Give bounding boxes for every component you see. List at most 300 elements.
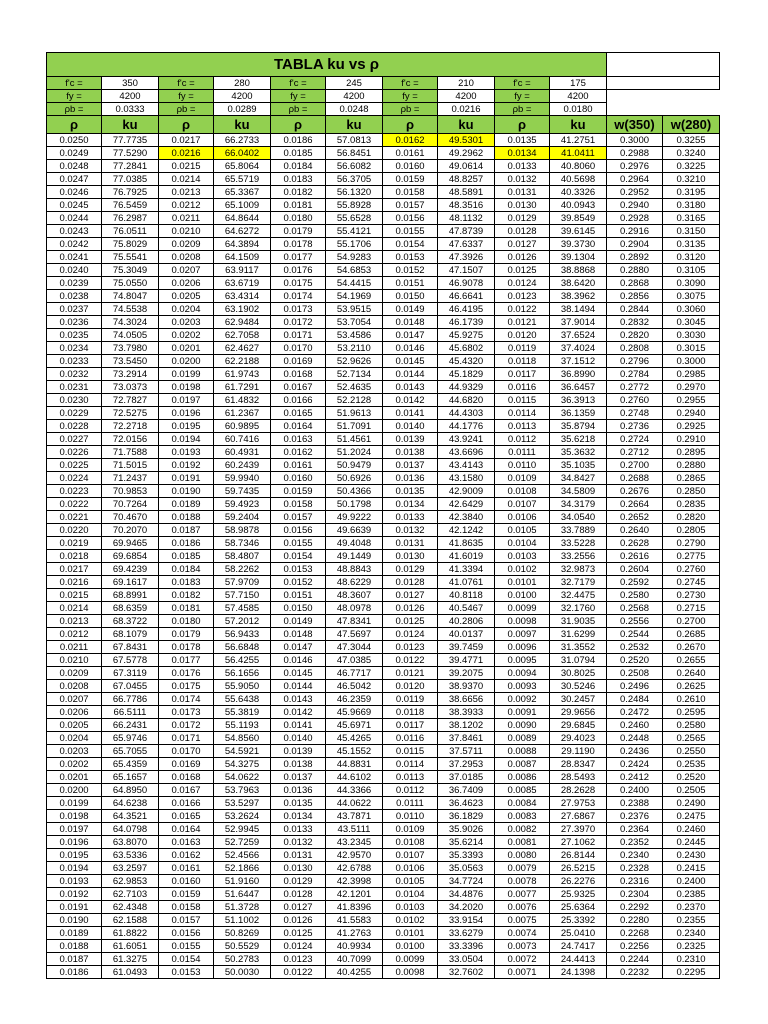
column-header[interactable]: w(280) [663, 116, 720, 134]
table-cell[interactable]: 62.7058 [214, 329, 271, 342]
table-cell[interactable]: 0.3210 [663, 173, 720, 186]
table-cell[interactable]: 60.7416 [214, 433, 271, 446]
table-cell[interactable]: 63.2597 [102, 862, 159, 875]
table-cell[interactable]: 0.0179 [159, 628, 214, 641]
table-cell[interactable]: 41.6019 [438, 550, 495, 563]
table-cell[interactable]: 0.0160 [159, 875, 214, 888]
table-cell[interactable]: 0.2796 [607, 355, 663, 368]
table-cell[interactable]: 0.3015 [663, 342, 720, 355]
table-cell[interactable]: 34.0540 [550, 511, 607, 524]
table-cell[interactable]: 0.2790 [663, 537, 720, 550]
table-cell[interactable]: 0.2724 [607, 433, 663, 446]
table-cell[interactable]: 0.3225 [663, 160, 720, 173]
table-cell[interactable]: 0.0157 [271, 511, 326, 524]
table-cell[interactable]: 62.9853 [102, 875, 159, 888]
table-cell[interactable]: 0.0182 [271, 186, 326, 199]
table-cell[interactable]: 46.1739 [438, 316, 495, 329]
table-cell[interactable]: 55.3819 [214, 706, 271, 719]
table-cell[interactable]: 0.0131 [383, 537, 438, 550]
table-cell[interactable]: 73.0373 [102, 381, 159, 394]
param-value[interactable]: 0.0248 [326, 103, 383, 116]
table-cell[interactable]: 0.0134 [495, 147, 550, 160]
table-cell[interactable]: 54.5921 [214, 745, 271, 758]
table-cell[interactable]: 0.0103 [495, 550, 550, 563]
table-cell[interactable]: 0.2325 [663, 940, 720, 953]
table-cell[interactable]: 0.2328 [607, 862, 663, 875]
table-cell[interactable]: 0.2970 [663, 381, 720, 394]
table-cell[interactable]: 0.2850 [663, 485, 720, 498]
table-cell[interactable]: 42.1242 [438, 524, 495, 537]
table-title[interactable]: TABLA ku vs ρ [47, 53, 607, 77]
table-cell[interactable]: 46.7717 [326, 667, 383, 680]
table-cell[interactable]: 0.0181 [159, 602, 214, 615]
table-cell[interactable]: 64.6238 [102, 797, 159, 810]
table-cell[interactable]: 42.1201 [326, 888, 383, 901]
table-cell[interactable]: 40.7099 [326, 953, 383, 966]
table-cell[interactable]: 0.0084 [495, 797, 550, 810]
table-cell[interactable]: 0.0146 [383, 342, 438, 355]
table-cell[interactable]: 0.0186 [47, 966, 102, 979]
table-cell[interactable]: 28.5493 [550, 771, 607, 784]
table-cell[interactable]: 0.0119 [383, 693, 438, 706]
table-cell[interactable]: 47.5697 [326, 628, 383, 641]
table-cell[interactable]: 0.0221 [47, 511, 102, 524]
table-cell[interactable]: 43.4143 [438, 459, 495, 472]
table-cell[interactable]: 67.8431 [102, 641, 159, 654]
param-value[interactable]: 350 [102, 77, 159, 90]
table-cell[interactable]: 38.3962 [550, 290, 607, 303]
param-value[interactable]: 245 [326, 77, 383, 90]
table-cell[interactable]: 64.8950 [102, 784, 159, 797]
table-cell[interactable]: 49.4048 [326, 537, 383, 550]
table-cell[interactable]: 48.8843 [326, 563, 383, 576]
table-cell[interactable]: 0.0112 [383, 784, 438, 797]
table-cell[interactable]: 0.0136 [271, 784, 326, 797]
table-cell[interactable]: 33.2556 [550, 550, 607, 563]
column-header[interactable]: ρ [159, 116, 214, 134]
table-cell[interactable]: 0.2700 [663, 615, 720, 628]
table-cell[interactable]: 0.0196 [159, 407, 214, 420]
table-cell[interactable]: 42.3840 [438, 511, 495, 524]
table-cell[interactable]: 50.5529 [214, 940, 271, 953]
table-cell[interactable]: 75.0550 [102, 277, 159, 290]
table-cell[interactable]: 62.2188 [214, 355, 271, 368]
table-cell[interactable]: 0.0215 [159, 160, 214, 173]
table-cell[interactable]: 0.2976 [607, 160, 663, 173]
table-cell[interactable]: 0.0115 [495, 394, 550, 407]
table-cell[interactable]: 0.0208 [47, 680, 102, 693]
table-cell[interactable]: 0.0126 [383, 602, 438, 615]
table-cell[interactable]: 0.2652 [607, 511, 663, 524]
table-cell[interactable]: 0.0190 [159, 485, 214, 498]
table-cell[interactable]: 0.0172 [159, 719, 214, 732]
table-cell[interactable]: 0.0207 [159, 264, 214, 277]
table-cell[interactable]: 55.6438 [214, 693, 271, 706]
table-cell[interactable]: 0.3165 [663, 212, 720, 225]
table-cell[interactable]: 0.0098 [495, 615, 550, 628]
table-cell[interactable]: 0.0161 [383, 147, 438, 160]
table-cell[interactable]: 0.0168 [271, 368, 326, 381]
table-cell[interactable]: 0.0178 [159, 641, 214, 654]
column-header[interactable]: ku [438, 116, 495, 134]
table-cell[interactable]: 61.0493 [102, 966, 159, 979]
table-cell[interactable]: 50.0030 [214, 966, 271, 979]
table-cell[interactable]: 32.1760 [550, 602, 607, 615]
table-cell[interactable]: 70.2070 [102, 524, 159, 537]
table-cell[interactable]: 0.0149 [271, 615, 326, 628]
table-cell[interactable]: 0.2448 [607, 732, 663, 745]
table-cell[interactable]: 0.0160 [271, 472, 326, 485]
table-cell[interactable]: 51.3728 [214, 901, 271, 914]
table-cell[interactable]: 0.2310 [663, 953, 720, 966]
table-cell[interactable]: 0.0133 [271, 823, 326, 836]
table-cell[interactable]: 67.5778 [102, 654, 159, 667]
table-cell[interactable]: 0.2880 [663, 459, 720, 472]
table-cell[interactable]: 0.2460 [663, 823, 720, 836]
table-cell[interactable]: 47.6337 [438, 238, 495, 251]
table-cell[interactable]: 52.9945 [214, 823, 271, 836]
table-cell[interactable]: 0.2475 [663, 810, 720, 823]
table-cell[interactable]: 0.0087 [495, 758, 550, 771]
column-header[interactable]: ku [550, 116, 607, 134]
table-cell[interactable]: 40.5467 [438, 602, 495, 615]
param-value[interactable]: 0.0289 [214, 103, 271, 116]
table-cell[interactable]: 29.9656 [550, 706, 607, 719]
table-cell[interactable]: 75.3049 [102, 264, 159, 277]
table-cell[interactable]: 65.4359 [102, 758, 159, 771]
table-cell[interactable]: 56.3705 [326, 173, 383, 186]
table-cell[interactable]: 64.3521 [102, 810, 159, 823]
table-cell[interactable]: 0.0112 [495, 433, 550, 446]
param-label[interactable]: f'c = [495, 77, 550, 90]
table-cell[interactable]: 44.0622 [326, 797, 383, 810]
table-cell[interactable]: 48.3607 [326, 589, 383, 602]
table-cell[interactable]: 56.4255 [214, 654, 271, 667]
table-cell[interactable]: 0.0132 [271, 836, 326, 849]
table-cell[interactable]: 0.2772 [607, 381, 663, 394]
table-cell[interactable]: 52.1866 [214, 862, 271, 875]
table-cell[interactable]: 66.2431 [102, 719, 159, 732]
table-cell[interactable]: 0.0212 [159, 199, 214, 212]
table-cell[interactable]: 0.0143 [383, 381, 438, 394]
table-cell[interactable]: 50.6926 [326, 472, 383, 485]
table-cell[interactable]: 43.1580 [438, 472, 495, 485]
table-cell[interactable]: 48.3516 [438, 199, 495, 212]
table-cell[interactable]: 0.0142 [271, 706, 326, 719]
table-cell[interactable]: 0.0102 [495, 563, 550, 576]
table-cell[interactable]: 0.0133 [383, 511, 438, 524]
table-cell[interactable]: 0.0207 [47, 693, 102, 706]
table-cell[interactable]: 0.0093 [495, 680, 550, 693]
table-cell[interactable]: 49.5301 [438, 134, 495, 147]
table-cell[interactable]: 37.6524 [550, 329, 607, 342]
table-cell[interactable]: 43.2345 [326, 836, 383, 849]
table-cell[interactable]: 53.7963 [214, 784, 271, 797]
table-cell[interactable]: 0.0187 [159, 524, 214, 537]
table-cell[interactable]: 0.0203 [159, 316, 214, 329]
table-cell[interactable]: 72.2718 [102, 420, 159, 433]
table-cell[interactable]: 26.8144 [550, 849, 607, 862]
table-cell[interactable]: 52.4566 [214, 849, 271, 862]
table-cell[interactable]: 0.0083 [495, 810, 550, 823]
table-cell[interactable]: 0.0104 [495, 537, 550, 550]
table-cell[interactable]: 38.9370 [438, 680, 495, 693]
table-cell[interactable]: 0.2385 [663, 888, 720, 901]
table-cell[interactable]: 59.2404 [214, 511, 271, 524]
column-header[interactable]: ku [214, 116, 271, 134]
table-cell[interactable]: 44.6102 [326, 771, 383, 784]
table-cell[interactable]: 35.1035 [550, 459, 607, 472]
table-cell[interactable]: 32.7602 [438, 966, 495, 979]
table-cell[interactable]: 0.3090 [663, 277, 720, 290]
table-cell[interactable]: 0.0081 [495, 836, 550, 849]
table-cell[interactable]: 39.1304 [550, 251, 607, 264]
table-cell[interactable]: 57.9709 [214, 576, 271, 589]
table-cell[interactable]: 0.2436 [607, 745, 663, 758]
table-cell[interactable]: 0.0216 [159, 147, 214, 160]
table-cell[interactable]: 0.0094 [495, 667, 550, 680]
table-cell[interactable]: 37.8461 [438, 732, 495, 745]
table-cell[interactable]: 53.2110 [326, 342, 383, 355]
table-cell[interactable]: 0.0118 [495, 355, 550, 368]
table-cell[interactable]: 0.0214 [159, 173, 214, 186]
table-cell[interactable]: 0.2988 [607, 147, 663, 160]
table-cell[interactable]: 0.2820 [607, 329, 663, 342]
table-cell[interactable]: 53.4586 [326, 329, 383, 342]
table-cell[interactable]: 0.0192 [159, 459, 214, 472]
table-cell[interactable]: 0.0170 [159, 745, 214, 758]
table-cell[interactable]: 72.0156 [102, 433, 159, 446]
table-cell[interactable]: 0.0147 [383, 329, 438, 342]
table-cell[interactable]: 35.0563 [438, 862, 495, 875]
table-cell[interactable]: 0.0214 [47, 602, 102, 615]
table-cell[interactable]: 74.8047 [102, 290, 159, 303]
table-cell[interactable]: 38.8868 [550, 264, 607, 277]
table-cell[interactable]: 0.0125 [271, 927, 326, 940]
table-cell[interactable]: 0.0181 [271, 199, 326, 212]
table-cell[interactable]: 0.2388 [607, 797, 663, 810]
table-cell[interactable]: 35.8794 [550, 420, 607, 433]
table-cell[interactable]: 43.6696 [438, 446, 495, 459]
table-cell[interactable]: 0.2955 [663, 394, 720, 407]
table-cell[interactable]: 46.6641 [438, 290, 495, 303]
table-cell[interactable]: 0.3120 [663, 251, 720, 264]
table-cell[interactable]: 0.2550 [663, 745, 720, 758]
table-cell[interactable]: 74.5538 [102, 303, 159, 316]
table-cell[interactable]: 0.0154 [271, 550, 326, 563]
table-cell[interactable]: 0.0100 [495, 589, 550, 602]
table-cell[interactable]: 0.2745 [663, 576, 720, 589]
param-label[interactable]: fy = [47, 90, 102, 103]
table-cell[interactable]: 47.8739 [438, 225, 495, 238]
table-cell[interactable]: 0.2364 [607, 823, 663, 836]
table-cell[interactable]: 0.0174 [159, 693, 214, 706]
table-cell[interactable]: 48.5891 [438, 186, 495, 199]
table-cell[interactable]: 60.9895 [214, 420, 271, 433]
table-cell[interactable]: 52.7134 [326, 368, 383, 381]
table-cell[interactable]: 0.0165 [159, 810, 214, 823]
table-cell[interactable]: 32.9873 [550, 563, 607, 576]
table-cell[interactable]: 0.0178 [271, 238, 326, 251]
table-cell[interactable]: 40.2806 [438, 615, 495, 628]
table-cell[interactable]: 44.1776 [438, 420, 495, 433]
table-cell[interactable]: 0.0153 [383, 251, 438, 264]
table-cell[interactable]: 0.0175 [159, 680, 214, 693]
table-cell[interactable]: 42.3998 [326, 875, 383, 888]
table-cell[interactable]: 31.3552 [550, 641, 607, 654]
table-cell[interactable]: 0.2535 [663, 758, 720, 771]
table-cell[interactable]: 0.0115 [383, 745, 438, 758]
table-cell[interactable]: 34.8427 [550, 472, 607, 485]
table-cell[interactable]: 0.0196 [47, 836, 102, 849]
table-cell[interactable]: 0.0206 [47, 706, 102, 719]
table-cell[interactable]: 45.1552 [326, 745, 383, 758]
table-cell[interactable]: 0.0200 [159, 355, 214, 368]
table-cell[interactable]: 0.0244 [47, 212, 102, 225]
table-cell[interactable]: 0.0217 [47, 563, 102, 576]
table-cell[interactable]: 0.2415 [663, 862, 720, 875]
table-cell[interactable]: 0.0091 [495, 706, 550, 719]
table-cell[interactable]: 0.2784 [607, 368, 663, 381]
table-cell[interactable]: 0.0184 [159, 563, 214, 576]
table-cell[interactable]: 47.3044 [326, 641, 383, 654]
table-cell[interactable]: 61.4832 [214, 394, 271, 407]
table-cell[interactable]: 33.0504 [438, 953, 495, 966]
table-cell[interactable]: 53.7054 [326, 316, 383, 329]
table-cell[interactable]: 0.0144 [383, 368, 438, 381]
table-cell[interactable]: 45.4265 [326, 732, 383, 745]
table-cell[interactable]: 0.3135 [663, 238, 720, 251]
table-cell[interactable]: 0.2445 [663, 836, 720, 849]
table-cell[interactable]: 0.0148 [271, 628, 326, 641]
table-cell[interactable]: 28.2628 [550, 784, 607, 797]
table-cell[interactable]: 0.3180 [663, 199, 720, 212]
table-cell[interactable]: 0.2370 [663, 901, 720, 914]
table-cell[interactable]: 0.2496 [607, 680, 663, 693]
column-header[interactable]: ρ [271, 116, 326, 134]
table-cell[interactable]: 0.0124 [495, 277, 550, 290]
table-cell[interactable]: 42.9009 [438, 485, 495, 498]
table-cell[interactable]: 39.3730 [550, 238, 607, 251]
table-cell[interactable]: 25.6364 [550, 901, 607, 914]
table-cell[interactable]: 0.0110 [495, 459, 550, 472]
table-cell[interactable]: 0.0127 [383, 589, 438, 602]
table-cell[interactable]: 0.0145 [271, 667, 326, 680]
table-cell[interactable]: 45.6802 [438, 342, 495, 355]
table-cell[interactable]: 0.0205 [47, 719, 102, 732]
table-cell[interactable]: 0.0153 [159, 966, 214, 979]
table-cell[interactable]: 0.0155 [383, 225, 438, 238]
table-cell[interactable]: 37.2953 [438, 758, 495, 771]
table-cell[interactable]: 0.0092 [495, 693, 550, 706]
table-cell[interactable]: 71.7588 [102, 446, 159, 459]
table-cell[interactable]: 30.5246 [550, 680, 607, 693]
table-cell[interactable]: 0.2556 [607, 615, 663, 628]
table-cell[interactable]: 0.0129 [383, 563, 438, 576]
table-cell[interactable]: 38.3933 [438, 706, 495, 719]
table-cell[interactable]: 0.0201 [47, 771, 102, 784]
table-cell[interactable]: 0.2820 [663, 511, 720, 524]
table-cell[interactable]: 0.0126 [271, 914, 326, 927]
table-cell[interactable]: 0.0193 [159, 446, 214, 459]
table-cell[interactable]: 0.0171 [271, 329, 326, 342]
table-cell[interactable]: 0.0103 [383, 901, 438, 914]
table-cell[interactable]: 48.0978 [326, 602, 383, 615]
table-cell[interactable]: 0.2808 [607, 342, 663, 355]
table-cell[interactable]: 54.8560 [214, 732, 271, 745]
table-cell[interactable]: 0.0088 [495, 745, 550, 758]
table-cell[interactable]: 41.8396 [326, 901, 383, 914]
table-cell[interactable]: 0.0141 [271, 719, 326, 732]
table-cell[interactable]: 35.6218 [550, 433, 607, 446]
table-cell[interactable]: 73.7980 [102, 342, 159, 355]
table-cell[interactable]: 39.2075 [438, 667, 495, 680]
param-value[interactable]: 175 [550, 77, 607, 90]
table-cell[interactable]: 0.0111 [495, 446, 550, 459]
table-cell[interactable]: 40.5698 [550, 173, 607, 186]
table-cell[interactable]: 77.2841 [102, 160, 159, 173]
table-cell[interactable]: 65.9746 [102, 732, 159, 745]
table-cell[interactable]: 0.0144 [271, 680, 326, 693]
table-cell[interactable]: 37.1512 [550, 355, 607, 368]
table-cell[interactable]: 0.0129 [495, 212, 550, 225]
column-header[interactable]: ρ [495, 116, 550, 134]
table-cell[interactable]: 66.0402 [214, 147, 271, 160]
table-cell[interactable]: 0.0108 [495, 485, 550, 498]
table-cell[interactable]: 0.0139 [383, 433, 438, 446]
table-cell[interactable]: 0.0153 [271, 563, 326, 576]
table-cell[interactable]: 0.0234 [47, 342, 102, 355]
table-cell[interactable]: 0.0163 [271, 433, 326, 446]
table-cell[interactable]: 0.0164 [271, 420, 326, 433]
table-cell[interactable]: 0.0245 [47, 199, 102, 212]
table-cell[interactable]: 0.0225 [47, 459, 102, 472]
table-cell[interactable]: 0.0204 [47, 732, 102, 745]
table-cell[interactable]: 69.6854 [102, 550, 159, 563]
table-cell[interactable]: 52.9626 [326, 355, 383, 368]
table-cell[interactable]: 0.2568 [607, 602, 663, 615]
table-cell[interactable]: 40.8060 [550, 160, 607, 173]
table-cell[interactable]: 0.0198 [159, 381, 214, 394]
table-cell[interactable]: 45.4320 [438, 355, 495, 368]
param-label[interactable]: ρb = [495, 103, 550, 116]
table-cell[interactable]: 0.0125 [495, 264, 550, 277]
table-cell[interactable]: 0.0122 [495, 303, 550, 316]
table-cell[interactable]: 0.0134 [271, 810, 326, 823]
table-cell[interactable]: 0.0137 [383, 459, 438, 472]
table-cell[interactable]: 0.0128 [383, 576, 438, 589]
table-cell[interactable]: 0.0132 [383, 524, 438, 537]
table-cell[interactable]: 0.0099 [495, 602, 550, 615]
table-cell[interactable]: 0.0238 [47, 290, 102, 303]
table-cell[interactable]: 70.9853 [102, 485, 159, 498]
table-cell[interactable]: 77.7735 [102, 134, 159, 147]
table-cell[interactable]: 0.0104 [383, 888, 438, 901]
table-cell[interactable]: 56.8451 [326, 147, 383, 160]
table-cell[interactable]: 62.4627 [214, 342, 271, 355]
table-cell[interactable]: 65.1009 [214, 199, 271, 212]
table-cell[interactable]: 0.0210 [159, 225, 214, 238]
table-cell[interactable]: 29.6845 [550, 719, 607, 732]
table-cell[interactable]: 0.0173 [159, 706, 214, 719]
table-cell[interactable]: 68.3722 [102, 615, 159, 628]
table-cell[interactable]: 0.2595 [663, 706, 720, 719]
table-cell[interactable]: 0.0236 [47, 316, 102, 329]
table-cell[interactable]: 0.0188 [159, 511, 214, 524]
table-cell[interactable]: 0.0140 [383, 420, 438, 433]
table-cell[interactable]: 72.5275 [102, 407, 159, 420]
table-cell[interactable]: 42.6788 [326, 862, 383, 875]
